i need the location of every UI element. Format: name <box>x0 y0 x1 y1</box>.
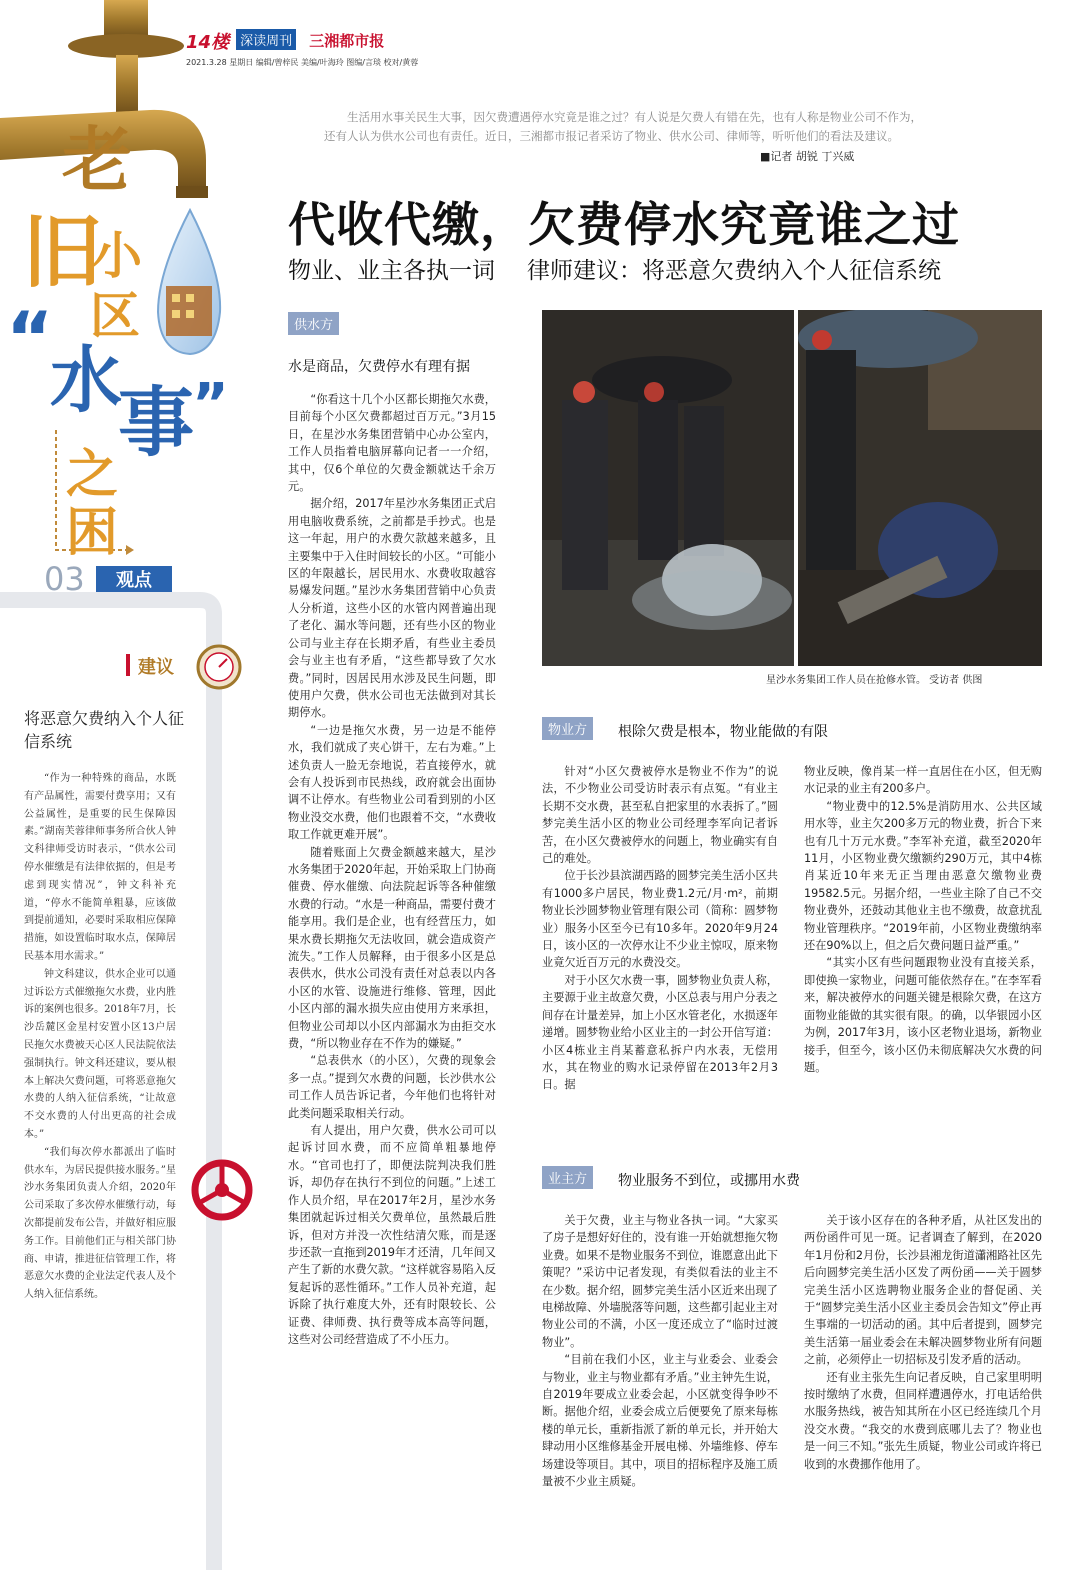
series-char-4: 区 <box>90 287 140 345</box>
photo-repair-right <box>798 310 1042 666</box>
sidebar-paragraph: 钟文科建议，供水企业可以通过诉讼方式催缴拖欠水费，业内胜诉的案例也很多。2018年7月，长沙岳麓区金星村安置小区13户居民拖欠水费被天心区人民法院依法强制执行。钟文科还建议，要从根本上解决欠费问题，可将恶意拖欠水费的人纳入征信系统，“让故意不交水费的人付出更高的社会成本。” <box>24 968 176 1140</box>
sidebar-title: 将恶意欠费纳入个人征信系统 <box>24 709 185 751</box>
paragraph: 还有业主张先生向记者反映，自己家里明明按时缴纳了水费，但同样遭遇停水，打电话给供水服务热线，被告知其所在小区已经连续几个月没交水费。“我交的水费到底哪儿去了？物业也是一问三不知。”张先生质疑，物业公司或许将已收到的水费挪作他用了。 <box>804 1370 1042 1471</box>
paragraph: 关于该小区存在的各种矛盾，从社区发出的两份函件可见一斑。记者调查了解到，在2020年1月份和2月份，长沙县湘龙街道瀟湘路社区先后向圆梦完美生活小区发了两份函——关于圆梦完美生活小区选聘物业服务企业的督促函、关于“圆梦完美生活小区业主委员会告知文”停止再生事端的一切活动的函。其中后者提到，圆梦完美生活第一届业委会在未解决圆梦物业所有问题之前，必须停止一切招标及引发矛盾的活动。 <box>804 1214 1042 1367</box>
paragraph: 针对“小区欠费被停水是物业不作为”的说法，不少物业公司受访时表示有点冤。“有业主长期不交水费，甚至私自把家里的水表拆了。”圆梦完美生活小区的物业公司经理李军向记者诉苦，在小区欠费被停水的问题上，物业确实有自己的难处。 <box>542 765 778 866</box>
valve-wheel-icon <box>190 1158 254 1222</box>
byline: ■记者 胡锐 丁兴威 <box>760 150 855 163</box>
sidebar-paragraph: “作为一种特殊的商品，水既有产品属性，需要付费享用；又有公益属性，是重要的民生保障因素。”湖南芙蓉律师事务所合伙人钟文科律师受访时表示，“供水公司停水催缴是有法律依据的，但是考虑到现实情况”，钟文科补充道，“停水不能简单粗暴，应该做到提前通知，必要时采取相应保障措施，如设置临时取水点，保障居民基本用水需求。” <box>24 773 176 962</box>
section-tag-supply: 供水方 <box>288 312 339 335</box>
paragraph: “目前在我们小区，业主与业委会、业委会与物业，业主与物业都有矛盾。”业主钟先生说，自2019年要成立业委会起，小区就变得争吵不断。据他介绍，业委会成立后便要免了原来每栋楼的单元长，重新指派了新的单元长，并开始大肆动用小区维修基金开展电梯、外墙维修、停车场建设等项目。其中，项目的招标程序及施工质量被不少业主质疑。 <box>542 1353 778 1489</box>
paragraph: “其实小区有些问题跟物业没有直接关系，即使换一家物业，问题可能依然存在。”在李军看来，解决被停水的问题关键是根除欠费，在这方面物业能做的其实很有限。的确，以华银园小区为例，2017年3月，该小区老物业退场，新物业接手，但至今，该小区仍未彻底解决欠水费的问题。 <box>804 956 1042 1074</box>
label-bar <box>126 654 130 676</box>
photo-caption: 星沙水务集团工作人员在抢修水管。 受访者 供图 <box>766 675 983 686</box>
paragraph: 随着账面上欠费金额越来越大，星沙水务集团于2020年起，开始采取上门协商催费、停水催缴、向法院起诉等各种催缴水费的行动。“水是一种商品，需要付费才能享用。我们是企业，也有经营压力，如果水费长期拖欠无法收回，就会造成资产流失。”工作人员解释，由于很多小区是总表供水，供水公司没有责任对总表以内各小区的水管、设施进行维修、管理，因此小区内部的漏水损失应由使用方来承担，但物业公司却以小区内部漏水为由拒交水费，“所以物业存在不作为的嫌疑。” <box>288 845 496 1051</box>
section-title-property: 根除欠费是根本，物业能做的有限 <box>618 724 828 740</box>
series-char-3: 小 <box>92 227 142 285</box>
section-tag-owner: 业主方 <box>542 1166 593 1189</box>
series-char-8: 困 <box>66 503 119 563</box>
paragraph: 关于欠费，业主与物业各执一词。“大家买了房子是想好好住的，没有谁一开始就想拖欠物业费。如果不是物业服务不到位，谁愿意出此下策呢？”采访中记者发现，有类似看法的业主不在少数。据介绍，圆梦完美生活小区近来出现了电梯故障、外墙脱落等问题，这些都引起业主对物业公司的不满，小区一度还成立了“临时过渡物业”。 <box>542 1214 778 1349</box>
paragraph: “物业费中的12.5%是消防用水、公共区域用水等，业主欠200多万元的物业费，折合下来也有几十万元水费。”李军补充道，截至2020年11月，小区物业费欠缴额约290万元，其中4栋肖某近10年来无正当理由恶意欠缴物业费19582.5元。另据介绍，一些业主除了自己不交物业费外，还鼓动其他业主也不缴费，故意扰乱物业管理秩序。“2019年前，小区物业费缴纳率还在90%以上，但之后欠费问题日益严重。” <box>804 799 1042 953</box>
paragraph: “总表供水（的小区），欠费的现象会多一点。”提到欠水费的问题，长沙供水公司工作人员告诉记者，今年他们也将针对此类问题采取相关行动。 <box>288 1054 496 1120</box>
series-char-2: 旧 <box>22 206 102 299</box>
series-char-7: 之 <box>66 445 119 505</box>
series-char-5: 水 <box>50 338 123 422</box>
sidebar-label: 建议 <box>138 657 174 678</box>
article-column-owner-1 <box>542 1212 778 1491</box>
article-column-property-2 <box>804 763 1042 1076</box>
section-badge: 深读周刊 <box>236 29 296 50</box>
paragraph: 据介绍，2017年星沙水务集团正式启用电脑收费系统，之前都是手抄式。也是这一年起，用户的水费欠款越来越多，且主要集中于入住时间较长的小区。“可能小区的年限越长，居民用水、水费收取越容易爆发问题。”星沙水务集团营销中心负责人分析道，这些小区的水管内网普遍出现了老化、漏水等问题，还有些小区的物业公司与业主存在长期矛盾，有些业主委员会与业主也有矛盾，“这些都导致了欠水费。”同时，因居民用水涉及民生问题，即使用户欠费，供水公司也无法做到对其长期停水。 <box>288 497 496 720</box>
article-column-supply <box>288 391 496 1348</box>
paragraph: 位于长沙县滨湖西路的圆梦完美生活小区共有1000多户居民，物业费1.2元/月·m²，前期物业长沙圆梦物业管理有限公司（简称：圆梦物业）服务小区至今已有10多年。2020年9月24日，该小区的一次停水让不少业主惊叹，原来物业竟欠近百万元的水费没交。 <box>542 869 778 970</box>
pressure-gauge-icon <box>196 644 242 690</box>
headline: 代收代缴，欠费停水究竟谁之过 <box>288 198 960 253</box>
subheadline-left: 物业、业主各执一词 <box>288 258 495 284</box>
sidebar-paragraph: “我们每次停水都派出了临时供水车，为居民提供接水服务。”星沙水务集团负责人介绍，2020年公司采取了多次停水催缴行动，每次都提前发布公告，并做好相应服务工作。目前他们正与相关部门协商、申请，推进征信管理工作，将恶意欠水费的企业法定代表人及个人纳入征信系统。 <box>24 1146 176 1301</box>
paragraph: 有人提出，用户欠费，供水公司可以起诉讨回水费，而不应简单粗暴地停水。“官司也打了，即便法院判决我们胜诉，却仍存在执行不到位的问题。”上述工作人员介绍，早在2017年2月，星沙水务集团就起诉过相关欠费单位，虽然最后胜诉，但对方并没一次性结清欠账，而是逐步还款一直拖到2019年才还清，几年间又产生了新的水费欠款。“这样就容易陷入反复起诉的恶性循环。”工作人员补充道，起诉除了执行难度大外，还有时限较长、公证费、律师费、执行费等成本高等问题，这些对公司经营造成了不小压力。 <box>288 1124 496 1346</box>
newspaper-name: 三湘都市报 <box>309 32 385 50</box>
dateline: 2021.3.28 星期日 编辑/曾梓民 美编/叶海玲 图编/言琰 校对/黄蓉 <box>186 58 419 67</box>
section-title-supply: 水是商品，欠费停水有理有据 <box>288 359 470 375</box>
series-char-6: 事 <box>118 378 194 467</box>
paragraph: “你看这十几个小区都长期拖欠水费，目前每个小区欠费都超过百万元。”3月15日，在星沙水务集团营销中心办公室内，工作人员指着电脑屏幕向记者一一介绍，其中，仅6个单位的欠费金额就达千余万元。 <box>288 393 496 494</box>
page-number: 03 <box>44 560 85 598</box>
section-title-owner: 物业服务不到位，或挪用水费 <box>618 1173 800 1189</box>
article-column-owner-2 <box>804 1212 1042 1473</box>
photo-repair-left <box>542 310 794 666</box>
subheadline-right: 律师建议：将恶意欠费纳入个人征信系统 <box>527 258 941 284</box>
page-section-label: 观点 <box>96 566 172 596</box>
intro-text: 生活用水事关民生大事，因欠费遭遇停水究竟是谁之过？有人说是欠费人有错在先，也有人称是物业公司不作为，还有人认为供水公司也有责任。近日，三湘都市报记者采访了物业、供水公司、律师等，听听他们的看法及建议。 <box>324 110 922 143</box>
series-quote-close: ” <box>192 372 229 437</box>
subheadline <box>288 252 1048 285</box>
paragraph: “一边是拖欠水费，另一边是不能停水，我们就成了夹心饼干，左右为难。”上述负责人一脸无奈地说，若直接停水，就会有人投诉到市民热线，政府就会出面协调不让停水。有些物业公司看到别的小区物业没交水费，他们也跟着不交，“水费收取工作就更难开展”。 <box>288 723 496 842</box>
paragraph: 对于小区欠水费一事，圆梦物业负责人称，主要源于业主故意欠费，小区总表与用户分表之间存在计量差异，加上小区水管老化，水损逐年递增。圆梦物业给小区业主的一封公开信写道：小区4栋业主肖某蓄意私拆户内水表，无偿用水，其在物业的购水记录停留在2013年2月3日。据 <box>542 973 778 1092</box>
series-char-1: 老 <box>62 119 132 201</box>
brand-logo: 14楼 <box>186 32 230 53</box>
section-tag-property: 物业方 <box>542 717 593 740</box>
article-column-property-1 <box>542 763 778 1094</box>
sidebar-body <box>24 770 176 1304</box>
series-quote-open: “ <box>6 296 54 380</box>
paragraph: 物业反映，像肖某一样一直居住在小区，但无购水记录的业主有200多户。 <box>804 765 1042 796</box>
